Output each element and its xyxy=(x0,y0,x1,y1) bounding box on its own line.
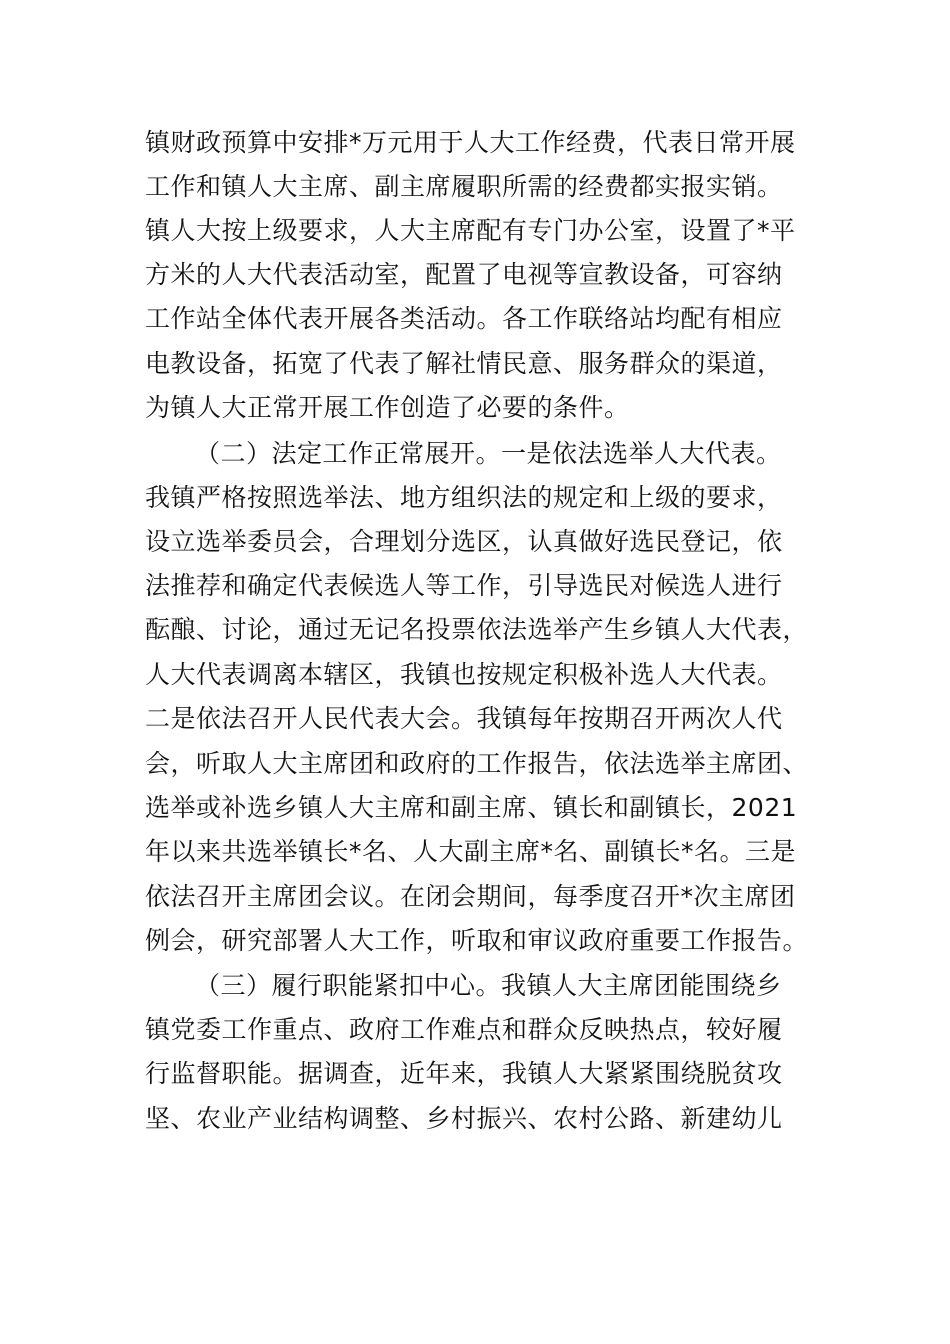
text-line: 年以来共选举镇长*名、人大副主席*名、副镇长*名。三是 xyxy=(145,837,797,866)
text-line: 镇财政预算中安排*万元用于人大工作经费，代表日常开展 xyxy=(145,128,796,157)
text-line: 坚、农业产业结构调整、乡村振兴、农村公路、新建幼儿 xyxy=(145,1104,783,1133)
text-line: 为镇人大正常开展工作创造了必要的条件。 xyxy=(145,393,630,422)
text-line: 工作站全体代表开展各类活动。各工作联络站均配有相应 xyxy=(145,304,783,333)
section-heading-line: （三）履行职能紧扣中心。我镇人大主席团能围绕乡 xyxy=(195,971,782,1000)
text-line: 例会，研究部署人大工作，听取和审议政府重要工作报告。 xyxy=(145,926,809,955)
text-line: 选举或补选乡镇人大主席和副主席、镇长和副镇长，2021 xyxy=(145,793,798,822)
text-line: 会，听取人大主席团和政府的工作报告，依法选举主席团、 xyxy=(145,749,809,778)
text-line: 酝酿、讨论，通过无记名投票依法选举产生乡镇人大代表， xyxy=(145,615,809,644)
text-line: 二是依法召开人民代表大会。我镇每年按期召开两次人代 xyxy=(145,704,783,733)
text-line: 行监督职能。据调查，近年来，我镇人大紧紧围绕脱贫攻 xyxy=(145,1059,783,1088)
text-line: 设立选举委员会，合理划分选区，认真做好选民登记，依 xyxy=(145,527,783,556)
text-line: 工作和镇人大主席、副主席履职所需的经费都实报实销。 xyxy=(145,172,783,201)
text-line: 镇党委工作重点、政府工作难点和群众反映热点，较好履 xyxy=(145,1015,783,1044)
text-line: 电教设备，拓宽了代表了解社情民意、服务群众的渠道， xyxy=(145,349,783,378)
text-line: 我镇严格按照选举法、地方组织法的规定和上级的要求， xyxy=(145,483,783,512)
text-line: 人大代表调离本辖区，我镇也按规定积极补选人大代表。 xyxy=(145,660,783,689)
text-line: 法推荐和确定代表候选人等工作，引导选民对候选人进行 xyxy=(145,571,783,600)
section-heading-line: （二）法定工作正常展开。一是依法选举人大代表。 xyxy=(195,439,782,468)
text-line: 镇人大按上级要求，人大主席配有专门办公室，设置了*平 xyxy=(145,216,796,245)
text-line: 方米的人大代表活动室，配置了电视等宣教设备，可容纳 xyxy=(145,260,783,289)
text-line: 依法召开主席团会议。在闭会期间，每季度召开*次主席团 xyxy=(145,882,796,911)
